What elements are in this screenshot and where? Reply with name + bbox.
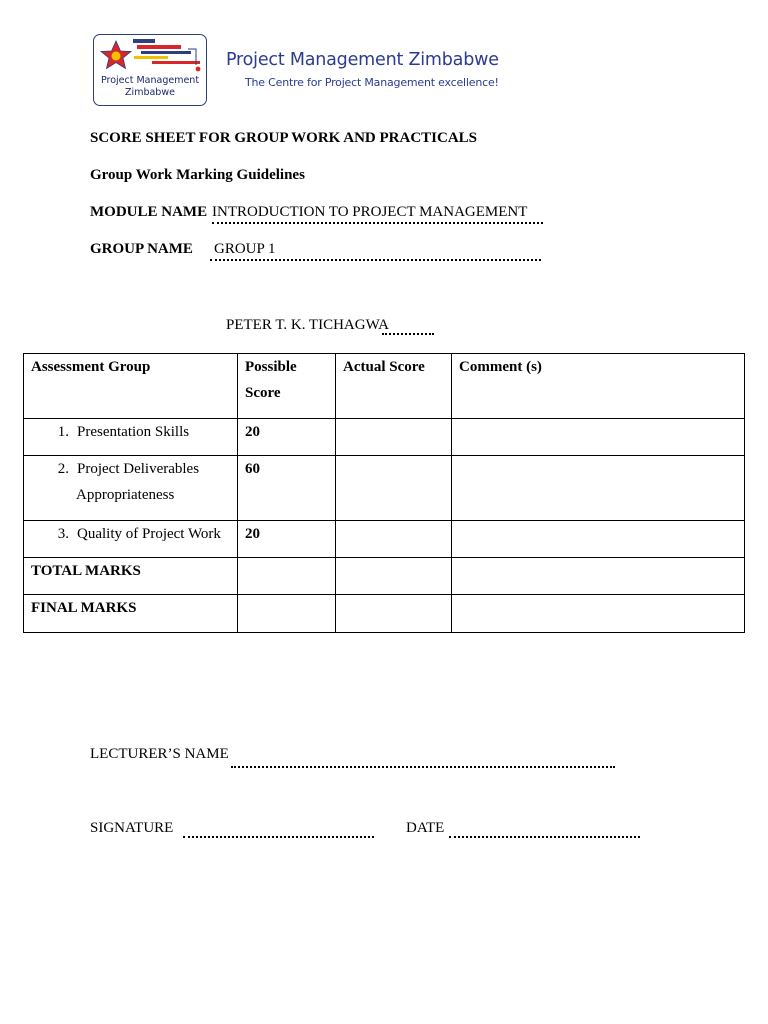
total-comment-cell[interactable] [452, 558, 745, 595]
brand-tagline: The Centre for Project Management excellence! [245, 76, 499, 89]
lecturer-name-line[interactable] [231, 766, 615, 768]
student-dotted-line [382, 333, 434, 335]
possible-score-cell: 60 [238, 456, 336, 521]
final-actual-cell[interactable] [336, 595, 452, 633]
header-possible-score [238, 354, 336, 419]
assessment-cell [24, 521, 238, 558]
possible-score-cell: 20 [238, 419, 336, 456]
module-label: MODULE NAME [90, 204, 208, 220]
row-number: 2. [57, 461, 69, 477]
logo-text-line2: Zimbabwe [125, 87, 175, 98]
assessment-cell [24, 456, 238, 521]
module-dotted-line [212, 222, 543, 224]
header-assessment-group: Assessment Group [24, 354, 238, 419]
possible-score-cell: 20 [238, 521, 336, 558]
header-actual-score: Actual Score [336, 354, 452, 419]
signature-line[interactable] [183, 836, 374, 838]
logo-text [94, 75, 206, 99]
total-actual-cell[interactable] [336, 558, 452, 595]
header-possible-line2: Score [245, 385, 281, 401]
group-value: GROUP 1 [214, 241, 276, 257]
lecturer-name-label: LECTURER’S NAME [90, 746, 229, 762]
total-marks-label: TOTAL MARKS [24, 558, 238, 595]
date-line[interactable] [449, 836, 640, 838]
sheet-title: SCORE SHEET FOR GROUP WORK AND PRACTICALS [90, 130, 478, 146]
table-row [24, 521, 745, 558]
table-row [24, 456, 745, 521]
total-marks-row [24, 558, 745, 595]
logo-graphic [94, 35, 205, 75]
final-marks-row [24, 595, 745, 633]
final-comment-cell[interactable] [452, 595, 745, 633]
student-name: PETER T. K. TICHAGWA [226, 317, 389, 333]
company-logo [93, 34, 207, 106]
comment-cell[interactable] [452, 419, 745, 456]
logo-text-line1: Project Management [100, 75, 200, 86]
brand-title: Project Management Zimbabwe [226, 50, 499, 70]
assessment-cell [24, 419, 238, 456]
score-table [23, 353, 745, 633]
total-possible-cell[interactable] [238, 558, 336, 595]
assessment-name: Project Deliverables [77, 461, 200, 477]
table-row [24, 419, 745, 456]
row-number: 3. [57, 526, 69, 542]
module-value: INTRODUCTION TO PROJECT MANAGEMENT [212, 204, 528, 220]
assessment-name: Presentation Skills [77, 424, 190, 440]
assessment-name-line2: Appropriateness [76, 487, 175, 503]
row-number: 1. [57, 424, 69, 440]
header-comments: Comment (s) [452, 354, 745, 419]
actual-score-cell[interactable] [336, 419, 452, 456]
signature-label: SIGNATURE [90, 820, 174, 836]
comment-cell[interactable] [452, 521, 745, 558]
comment-cell[interactable] [452, 456, 745, 521]
header-possible-line1: Possible [245, 359, 297, 375]
assessment-name: Quality of Project Work [77, 526, 221, 542]
group-dotted-line [210, 259, 541, 261]
actual-score-cell[interactable] [336, 456, 452, 521]
final-marks-label: FINAL MARKS [24, 595, 238, 633]
table-header-row [24, 354, 745, 419]
actual-score-cell[interactable] [336, 521, 452, 558]
final-possible-cell[interactable] [238, 595, 336, 633]
date-label: DATE [406, 820, 445, 836]
group-label: GROUP NAME [90, 241, 193, 257]
guidelines-heading: Group Work Marking Guidelines [90, 167, 305, 183]
